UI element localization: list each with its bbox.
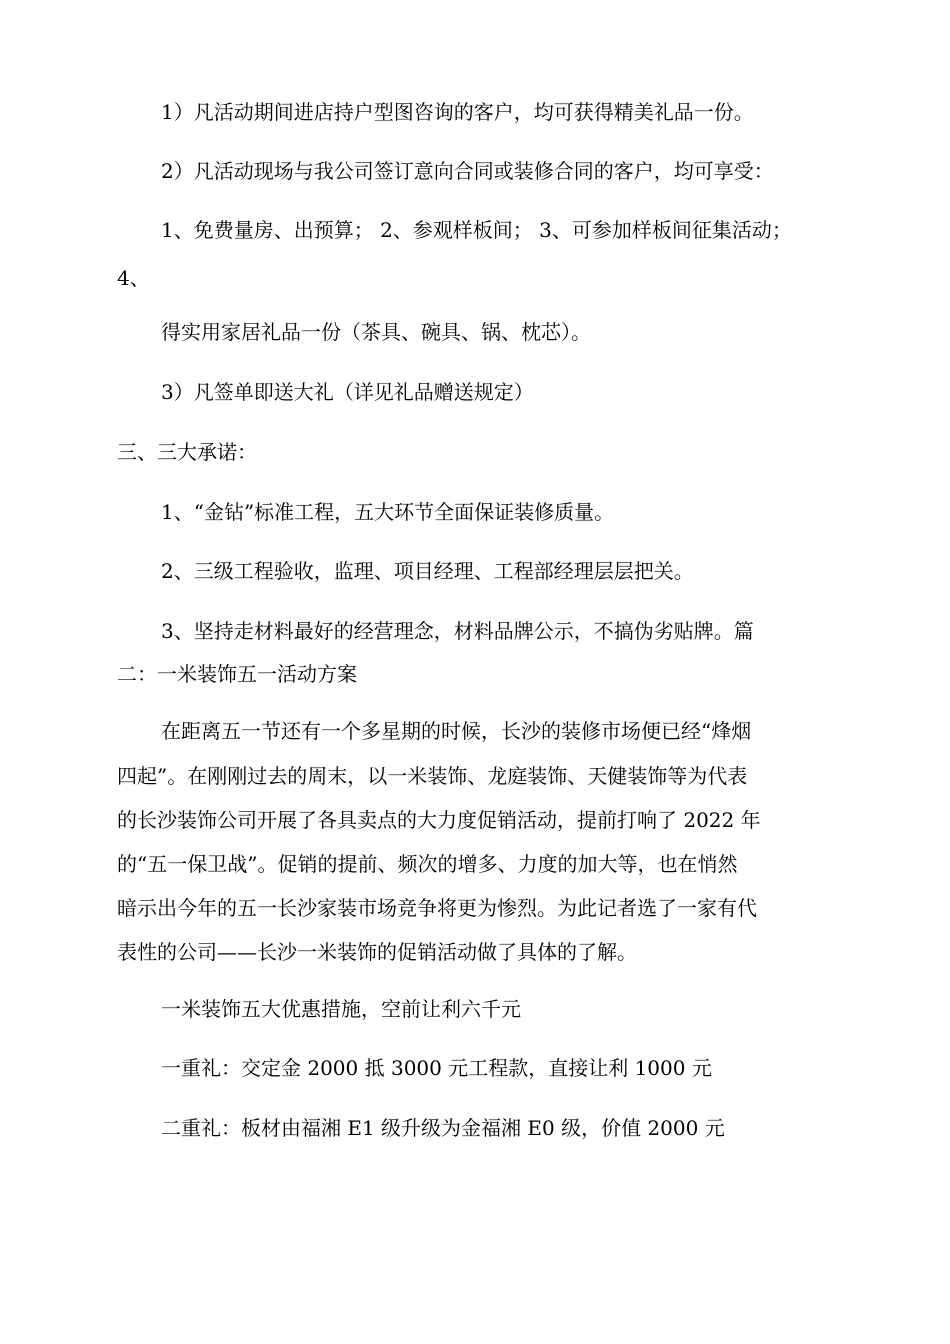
text-line: 在距离五一节还有一个多星期的时候，长沙的装修市场便已经“烽烟 — [161, 719, 752, 743]
text-line: 1）凡活动期间进店持户型图咨询的客户，均可获得精美礼品一份。 — [161, 100, 754, 124]
text-line: 暗示出今年的五一长沙家装市场竞争将更为惨烈。为此记者选了一家有代 — [117, 896, 757, 920]
text-line: 二重礼：板材由福湘 E1 级升级为金福湘 E0 级，价值 2000 元 — [161, 1116, 725, 1140]
text-line: 1、“金钻”标准工程，五大环节全面保证装修质量。 — [161, 500, 615, 524]
text-line: 表性的公司——长沙一米装饰的促销活动做了具体的了解。 — [117, 940, 637, 964]
text-line: 一重礼：交定金 2000 抵 3000 元工程款，直接让利 1000 元 — [161, 1056, 712, 1080]
text-line: 1、免费量房、出预算； 2、参观样板间； 3、可参加样板间征集活动； — [161, 218, 792, 242]
text-line: 3）凡签单即送大礼（详见礼品赠送规定） — [161, 380, 534, 404]
text-line: 2）凡活动现场与我公司签订意向合同或装修合同的客户，均可享受： — [161, 159, 774, 183]
section-heading: 三、三大承诺： — [117, 440, 257, 464]
text-line: 3、坚持走材料最好的经营理念，材料品牌公示，不搞伪劣贴牌。篇 — [161, 619, 754, 643]
text-line: 得实用家居礼品一份（茶具、碗具、锅、枕芯）。 — [161, 320, 591, 344]
text-line: 的长沙装饰公司开展了各具卖点的大力度促销活动，提前打响了 2022 年 — [117, 808, 761, 832]
text-line: 四起”。在刚刚过去的周末，以一米装饰、龙庭装饰、天健装饰等为代表 — [117, 764, 748, 788]
text-line: 4、 — [117, 266, 150, 290]
text-line: 一米装饰五大优惠措施，空前让利六千元 — [161, 997, 521, 1021]
text-line: 2、三级工程验收，监理、项目经理、工程部经理层层把关。 — [161, 559, 694, 583]
text-line: 二：一米装饰五一活动方案 — [117, 662, 357, 686]
text-line: 的“五一保卫战”。促销的提前、频次的增多、力度的加大等，也在悄然 — [117, 852, 738, 876]
